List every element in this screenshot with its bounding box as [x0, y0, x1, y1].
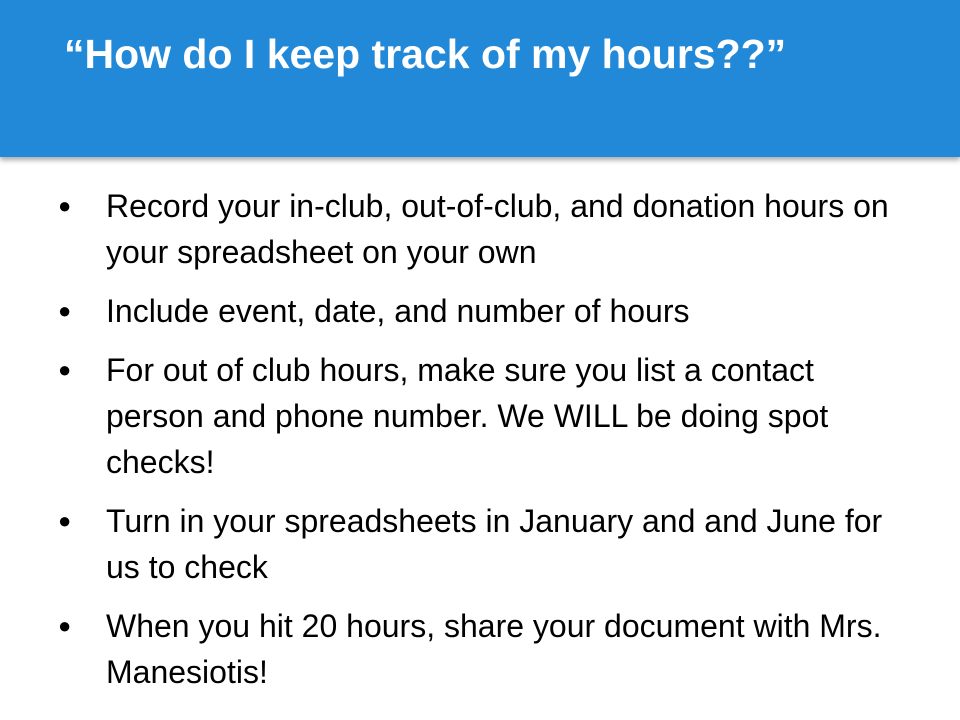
bullet-text: Record your in-club, out-of-club, and donation hours on your spreadsheet on your own — [106, 188, 889, 270]
bullet-icon: ● — [58, 508, 72, 533]
bullet-item — [48, 288, 908, 334]
slide-title: “How do I keep track of my hours??” — [64, 31, 787, 77]
bullet-item — [48, 347, 908, 485]
bullet-item — [48, 498, 908, 590]
bullet-list — [48, 183, 908, 708]
bullet-item — [48, 183, 908, 275]
bullet-text: When you hit 20 hours, share your document with Mrs. Manesiotis! — [106, 608, 882, 690]
bullet-icon: ● — [58, 613, 72, 638]
bullet-text: Turn in your spreadsheets in January and and June for us to check — [106, 503, 883, 585]
bullet-text: For out of club hours, make sure you list a contact person and phone number. We WILL be doing spot checks! — [106, 352, 829, 480]
bullet-text: Include event, date, and number of hours — [106, 293, 690, 329]
bullet-icon: ● — [58, 357, 72, 382]
bullet-item — [48, 603, 908, 695]
title-bar — [0, 0, 960, 157]
bullet-icon: ● — [58, 193, 72, 218]
bullet-icon: ● — [58, 298, 72, 323]
